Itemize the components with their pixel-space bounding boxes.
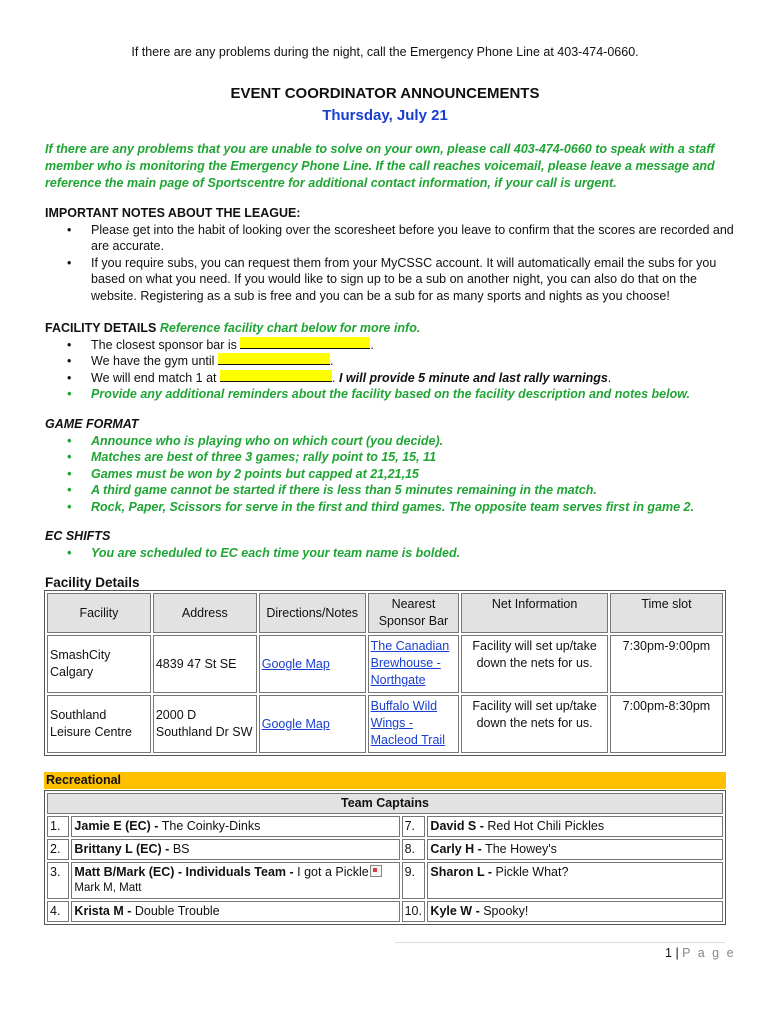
header-directions: Directions/Notes: [259, 593, 366, 633]
list-item: • A third game cannot be started if there is less than 5 minutes remaining in the match.: [45, 482, 735, 499]
google-map-link[interactable]: Google Map: [261, 716, 330, 731]
footer-divider: [395, 942, 725, 943]
row-number: 7.: [402, 816, 426, 837]
header-sponsor-bar: Nearest Sponsor Bar: [368, 593, 460, 633]
captain-cell: Brittany L (EC) - BS: [71, 839, 399, 860]
row-number: 2.: [47, 839, 69, 860]
team-captains-heading: Team Captains: [47, 793, 723, 814]
list-item: • If you require subs, you can request them from your MyCSSC account. It will automatically email the subs for you based on what you need. If you would like to sign up to be a sub on another night, you can also do that on the website. Registering as a sub is free and you can be a sub for as many sports and nights as you choose!: [45, 255, 735, 305]
game-format-heading: GAME FORMAT: [45, 417, 139, 431]
header-facility: Facility: [47, 593, 151, 633]
facility-address: 2000 D Southland Dr SW: [153, 695, 257, 753]
facility-details-section: [45, 320, 735, 403]
list-item: • Games must be won by 2 points but capped at 21,21,15: [45, 466, 735, 483]
table-row: [47, 901, 723, 922]
table-row: [47, 635, 723, 693]
important-notes-section: [45, 205, 735, 304]
table-row: [47, 816, 723, 837]
facility-details-note: Reference facility chart below for more info.: [159, 321, 421, 335]
captain-cell: Jamie E (EC) - The Coinky-Dinks: [71, 816, 399, 837]
header-time-slot: Time slot: [610, 593, 723, 633]
net-info: Facility will set up/take down the nets for us.: [461, 695, 608, 753]
emergency-notice: If there are any problems during the night, call the Emergency Phone Line at 403-474-0660.: [131, 45, 639, 59]
blank-field: [218, 353, 330, 365]
net-info: Facility will set up/take down the nets for us.: [461, 635, 608, 693]
blank-field: [220, 370, 332, 382]
list-item: • Rock, Paper, Scissors for serve in the first and third games. The opposite team serves first in game 2.: [45, 499, 735, 516]
time-slot: 7:30pm-9:00pm: [610, 635, 723, 693]
facility-details-heading: FACILITY DETAILS: [45, 321, 157, 335]
facility-name: Southland Leisure Centre: [47, 695, 151, 753]
facility-table-heading: Facility Details: [45, 575, 140, 590]
google-map-link[interactable]: Google Map: [261, 656, 330, 671]
page-footer: 1 | P a g e: [665, 946, 736, 960]
captain-cell: Kyle W - Spooky!: [427, 901, 723, 922]
row-number: 10.: [402, 901, 426, 922]
captain-cell: Carly H - The Howey's: [427, 839, 723, 860]
list-item: • Provide any additional reminders about the facility based on the facility description and notes below.: [45, 386, 735, 403]
header-address: Address: [153, 593, 257, 633]
captain-cell: David S - Red Hot Chili Pickles: [427, 816, 723, 837]
team-captains-table: [44, 790, 726, 925]
captain-cell: Matt B/Mark (EC) - Individuals Team - I got a Pickle Mark M, Matt: [71, 862, 399, 899]
blank-field: [240, 337, 370, 349]
list-item: • We will end match 1 at . I will provide 5 minute and last rally warnings.: [45, 370, 735, 387]
facility-table: [44, 590, 726, 756]
list-item: • The closest sponsor bar is .: [45, 337, 735, 354]
captain-cell: Krista M - Double Trouble: [71, 901, 399, 922]
row-number: 3.: [47, 862, 69, 899]
page-title: EVENT COORDINATOR ANNOUNCEMENTS: [230, 85, 540, 102]
image-placeholder-icon: [370, 865, 382, 877]
sponsor-bar-link[interactable]: The Canadian Brewhouse - Northgate: [370, 639, 450, 687]
facility-name: SmashCity Calgary: [47, 635, 151, 693]
captain-cell: Sharon L - Pickle What?: [427, 862, 723, 899]
row-number: 8.: [402, 839, 426, 860]
list-item: • We have the gym until .: [45, 353, 735, 370]
row-number: 9.: [402, 862, 426, 899]
game-format-section: [45, 416, 735, 515]
list-item: • Announce who is playing who on which court (you decide).: [45, 433, 735, 450]
row-number: 4.: [47, 901, 69, 922]
ec-shifts-section: [45, 528, 735, 561]
row-number: 1.: [47, 816, 69, 837]
list-item: • You are scheduled to EC each time your team name is bolded.: [45, 545, 735, 562]
facility-address: 4839 47 St SE: [153, 635, 257, 693]
list-item: • Matches are best of three 3 games; rally point to 15, 15, 11: [45, 449, 735, 466]
time-slot: 7:00pm-8:30pm: [610, 695, 723, 753]
table-row: [47, 839, 723, 860]
intro-paragraph: If there are any problems that you are unable to solve on your own, please call 403-474-0660 to speak with a staff member who is monitoring the Emergency Phone Line. If the call reaches voicemail, please leave a message and reference the main page of Sportscentre for additional contact information, if your call is urgent.: [45, 142, 715, 190]
sponsor-bar-link[interactable]: Buffalo Wild Wings - Macleod Trail: [370, 699, 445, 747]
table-row: [47, 695, 723, 753]
recreational-division-bar: Recreational: [44, 772, 726, 789]
table-header-row: [47, 593, 723, 633]
ec-shifts-heading: EC SHIFTS: [45, 529, 111, 543]
table-row: [47, 862, 723, 899]
page-subtitle-date: Thursday, July 21: [322, 107, 448, 124]
header-net-info: Net Information: [461, 593, 608, 633]
list-item: • Please get into the habit of looking over the scoresheet before you leave to confirm that the scores are recorded and are accurate.: [45, 222, 735, 255]
important-notes-heading: IMPORTANT NOTES ABOUT THE LEAGUE:: [45, 206, 301, 220]
